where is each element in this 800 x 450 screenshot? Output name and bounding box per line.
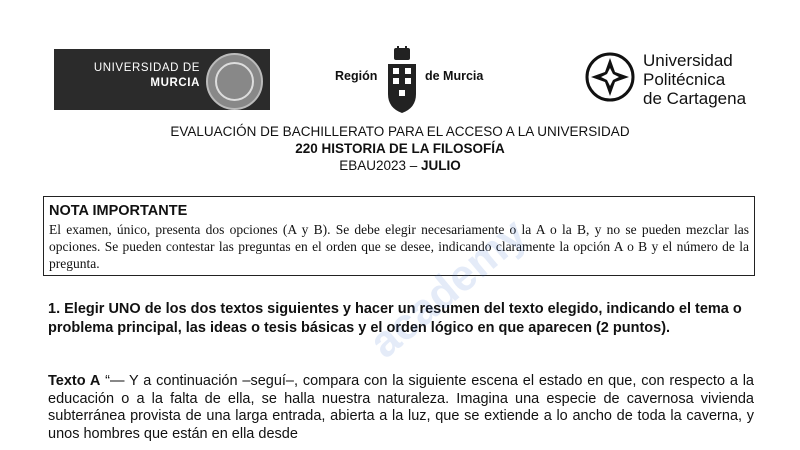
region-murcia-crest-icon: [385, 46, 419, 114]
important-note-box: [43, 196, 755, 276]
region-logo-right-text: de Murcia: [425, 69, 484, 83]
exam-session: [0, 158, 800, 173]
upct-logo-text: [643, 51, 746, 108]
region-logo-left-text: Región: [335, 69, 378, 83]
note-body: El examen, único, presenta dos opciones (A y B). Se debe elegir necesariamente o la A o la B, y no se pueden mezclar las opciones. Se pueden contestar las preguntas en el orden que se desee, indicando claramente la opción A o B y el número de la pregunta.: [49, 222, 749, 271]
um-logo-text: [54, 61, 200, 91]
upct-emblem-icon: [585, 52, 635, 102]
um-seal-inner-ring: [215, 62, 254, 101]
upct-line1: Universidad: [643, 51, 733, 70]
texto-a-body: “— Y a continuación –seguí–, compara con la siguiente escena el estado en que, con respecto a la educación o a la falta de ella, se halla nuestra naturaleza. Imagina una especie de cavernosa vivienda subterránea provista de una larga entrada, abierta a la luz, que se extiende a lo ancho de toda la caverna, y unos hombres que están en ella desde: [48, 373, 754, 442]
exam-title-line1: EVALUACIÓN DE BACHILLERATO PARA EL ACCESO A LA UNIVERSIDAD: [170, 124, 630, 139]
universidad-de-murcia-logo: [54, 49, 270, 110]
texto-a-paragraph: [48, 373, 754, 443]
watermark: academy: [360, 208, 536, 368]
note-heading: NOTA IMPORTANTE: [49, 203, 188, 219]
um-logo-line1: UNIVERSIDAD DE: [93, 62, 200, 74]
upct-line3: de Cartagena: [643, 89, 747, 108]
exam-session-prefix: EBAU2023 –: [339, 158, 422, 173]
texto-a-label: Texto A: [48, 373, 101, 389]
exam-session-month: JULIO: [421, 158, 461, 173]
exam-subject-title: 220 HISTORIA DE LA FILOSOFÍA: [295, 141, 505, 156]
upct-line2: Politécnica: [643, 70, 726, 89]
um-logo-line2: MURCIA: [150, 77, 200, 89]
question-1: 1. Elegir UNO de los dos textos siguientes y hacer un resumen del texto elegido, indicando el tema o problema principal, las ideas o tesis básicas y el orden lógico en que aparecen (2 puntos).: [48, 301, 742, 336]
